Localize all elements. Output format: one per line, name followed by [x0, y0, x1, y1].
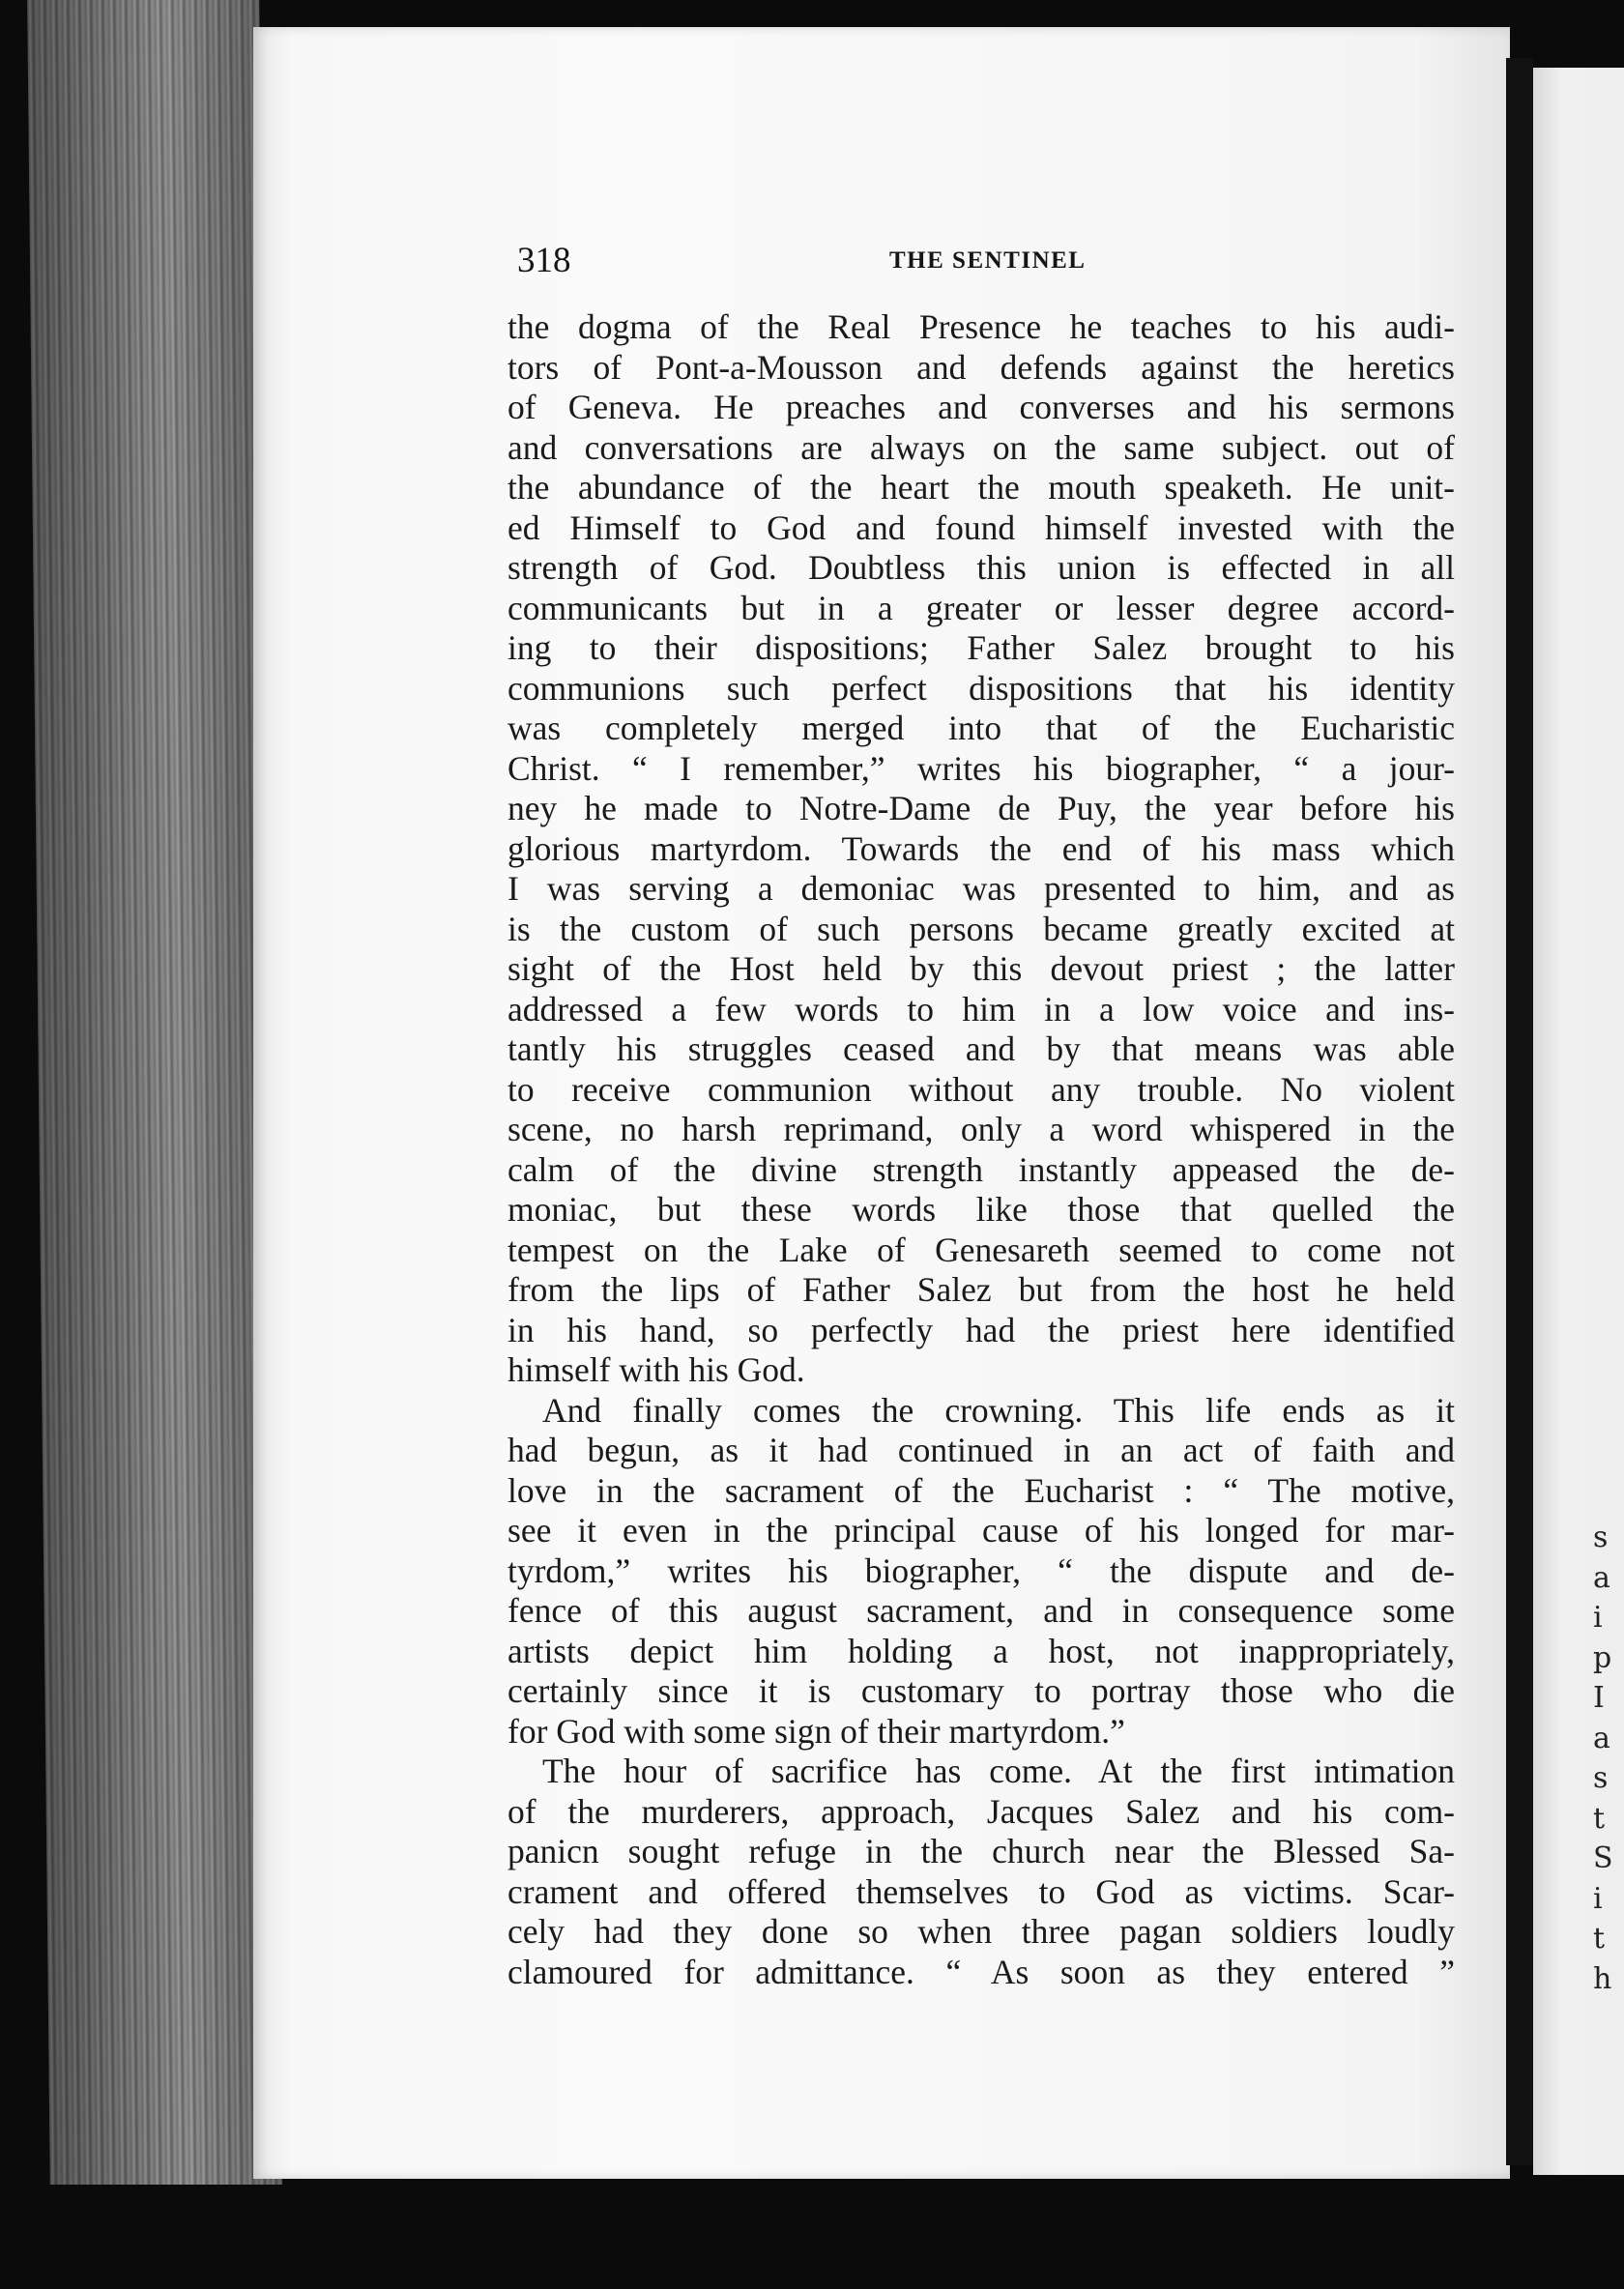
facing-page-letter: S — [1593, 1841, 1613, 1875]
text-line: love in the sacrament of the Eucharist : “ The motive, — [508, 1470, 1455, 1510]
journal-title: THE SENTINEL — [889, 247, 1087, 274]
text-line: I was serving a demoniac was presented to him, and as — [508, 869, 1455, 908]
text-line: cely had they done so when three pagan soldiers loudly — [508, 1912, 1455, 1951]
facing-page-text-fragments — [1593, 1518, 1624, 1999]
text-line: is the custom of such persons became greatly excited at — [508, 909, 1455, 948]
text-line: tyrdom,” writes his biographer, “ the dispute and de- — [508, 1550, 1455, 1590]
text-line: scene, no harsh reprimand, only a word whispered in the — [508, 1110, 1455, 1148]
text-line: crament and offered themselves to God as victims. Scar- — [508, 1871, 1455, 1911]
text-line: And finally comes the crowning. This life ends as it — [542, 1390, 1455, 1430]
facing-page-letter: a — [1593, 1560, 1610, 1595]
running-head — [517, 240, 1146, 288]
text-line: clamoured for admittance. “ As soon as they entered ” — [508, 1952, 1455, 1991]
facing-page-letter: i — [1593, 1881, 1603, 1916]
text-line: from the lips of Father Salez but from the host he held — [508, 1270, 1455, 1309]
facing-page-letter: a — [1593, 1721, 1610, 1755]
text-line: to receive communion without any trouble. No violent — [508, 1069, 1455, 1109]
text-line: tempest on the Lake of Genesareth seemed to come not — [508, 1230, 1455, 1269]
facing-page-letter: h — [1593, 1961, 1612, 1996]
facing-page-letter: i — [1593, 1601, 1603, 1635]
book-page-edges — [27, 0, 282, 2185]
facing-page-letter: t — [1593, 1801, 1606, 1836]
text-line: see it even in the principal cause of his longed for mar- — [508, 1511, 1455, 1550]
text-line: sight of the Host held by this devout priest ; the latter — [508, 949, 1455, 988]
text-line: artists depict him holding a host, not inappropriately, — [508, 1631, 1455, 1670]
text-line: moniac, but these words like those that quelled the — [508, 1190, 1455, 1229]
text-line: ing to their dispositions; Father Salez brought to his — [508, 628, 1455, 667]
text-line: Christ. “ I remember,” writes his biographer, “ a jour- — [508, 748, 1455, 788]
text-line: had begun, as it had continued in an act of faith and — [508, 1431, 1455, 1469]
facing-page-letter: I — [1593, 1681, 1605, 1715]
text-line: was completely merged into that of the Eucharistic — [508, 709, 1455, 747]
text-line: the dogma of the Real Presence he teaches to his audi- — [508, 307, 1455, 346]
text-line: of Geneva. He preaches and converses and his sermons — [508, 388, 1455, 426]
text-line: strength of God. Doubtless this union is effected in all — [508, 548, 1455, 587]
text-line: communions such perfect dispositions that his identity — [508, 668, 1455, 708]
text-line: of the murderers, approach, Jacques Salez and his com- — [508, 1791, 1455, 1831]
text-line: himself with his God. — [508, 1350, 805, 1389]
book-gutter — [1506, 58, 1533, 2165]
text-line: communicants but in a greater or lesser degree accord- — [508, 588, 1455, 627]
text-line: ney he made to Notre-Dame de Puy, the year before his — [508, 789, 1455, 827]
text-line: fence of this august sacrament, and in consequence some — [508, 1591, 1455, 1630]
text-line: tantly his struggles ceased and by that means was able — [508, 1029, 1455, 1068]
text-line: certainly since it is customary to portray those who die — [508, 1671, 1455, 1710]
text-line: calm of the divine strength instantly appeased the de- — [508, 1149, 1455, 1189]
body-text — [508, 307, 1455, 1992]
text-line: for God with some sign of their martyrdom.” — [508, 1711, 1125, 1751]
facing-page-letter: s — [1593, 1761, 1609, 1795]
text-line: addressed a few words to him in a low voice and ins- — [508, 989, 1455, 1029]
page-number: 318 — [517, 241, 571, 280]
text-line: ed Himself to God and found himself invested with the — [508, 507, 1455, 547]
facing-page-letter: t — [1593, 1922, 1606, 1956]
text-line: tors of Pont-a-Mousson and defends against the heretics — [508, 347, 1455, 387]
text-line: the abundance of the heart the mouth speaketh. He unit- — [508, 468, 1455, 507]
text-line: and conversations are always on the same subject. out of — [508, 427, 1455, 467]
text-line: glorious martyrdom. Towards the end of his mass which — [508, 828, 1455, 868]
facing-page-letter: p — [1593, 1640, 1612, 1675]
text-line: panicn sought refuge in the church near the Blessed Sa- — [508, 1832, 1455, 1870]
facing-page-letter: s — [1593, 1521, 1609, 1554]
text-line: in his hand, so perfectly had the priest here identified — [508, 1310, 1455, 1349]
text-line: The hour of sacrifice has come. At the first intimation — [542, 1752, 1455, 1790]
